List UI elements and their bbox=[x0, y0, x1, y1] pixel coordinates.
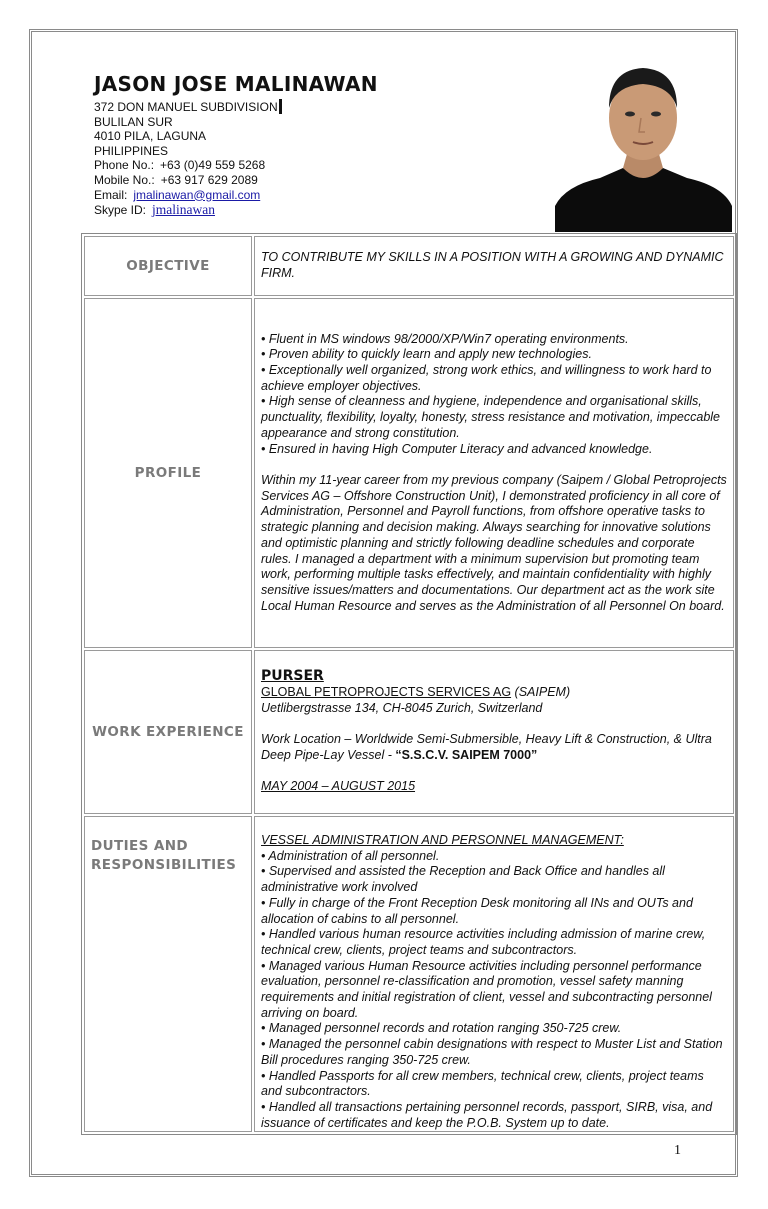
job-title: PURSER bbox=[261, 668, 324, 685]
duty-item: • Handled Passports for all crew members, technical crew, clients, project teams and subcontractors. bbox=[261, 1068, 704, 1099]
company-name: GLOBAL PETROPROJECTS SERVICES AG bbox=[261, 684, 512, 699]
profile-photo bbox=[555, 56, 732, 232]
profile-content bbox=[254, 298, 734, 648]
profile-row bbox=[84, 298, 734, 648]
objective-row bbox=[84, 236, 734, 296]
profile-bullet: • High sense of cleanness and hygiene, independence and organisational skills, punctuality, flexibility, loyalty, honesty, stress resistance and motivation, impeccable appearance and strong constitution. bbox=[261, 394, 721, 440]
duties-heading-line-2: RESPONSIBILITIES bbox=[91, 857, 237, 873]
profile-bullet: • Exceptionally well organized, strong work ethics, and willingness to work hard to achieve employer objectives. bbox=[261, 363, 712, 393]
duty-item: • Managed personnel records and rotation ranging 350-725 crew. bbox=[261, 1021, 622, 1036]
duty-item: • Handled various human resource activities including admission of marine crew, technical crew, clients, project teams and subcontractors. bbox=[261, 927, 706, 957]
company-address: Uetlibergstrasse 134, CH-8045 Zurich, Switzerland bbox=[261, 700, 543, 715]
person-portrait-icon bbox=[555, 56, 732, 232]
duties-heading bbox=[84, 816, 252, 1132]
skype-line bbox=[94, 203, 554, 218]
profile-bullet: • Ensured in having High Computer Literacy and advanced knowledge. bbox=[261, 441, 653, 456]
duty-item: • Administration of all personnel. bbox=[261, 848, 440, 863]
address-line-3: 4010 PILA, LAGUNA bbox=[94, 129, 207, 144]
duty-item: • Handled all transactions pertaining personnel records, passport, SIRB, visa, and issuance of certificates and keep the P.O.B. System up to date. bbox=[261, 1099, 713, 1130]
phone-line bbox=[94, 158, 554, 173]
employment-dates: MAY 2004 – AUGUST 2015 bbox=[261, 779, 416, 794]
address-line-4: PHILIPPINES bbox=[94, 143, 169, 158]
phone-value: +63 (0)49 559 5268 bbox=[160, 158, 266, 173]
duty-item: • Managed the personnel cabin designations with respect to Muster List and Station Bill procedures ranging 350-725 crew. bbox=[261, 1037, 723, 1067]
address-line-2: BULILAN SUR bbox=[94, 114, 173, 129]
duties-row bbox=[84, 816, 734, 1132]
phone-label: Phone No.: bbox=[94, 158, 155, 173]
email-line bbox=[94, 188, 554, 203]
duty-item: • Fully in charge of the Front Reception Desk monitoring all INs and OUTs and allocation of cabins to all personnel. bbox=[261, 895, 693, 926]
profile-summary: Within my 11-year career from my previous company (Saipem / Global Petroprojects Services AG – Offshore Construction Unit), I demonstrated proficiency in all core of Administration, Personnel and Payroll functions, from offshore operative tasks to strategic planning and decision making. Always searching for innovative solutions and optimistic planning and strictly following deadline schedules and corporate rules. I managed a department with a minimum supervision but promoting team work, performing multiple tasks effectively, and maintain confidentiality with highly sensitive issues/matters and documentations. Our department act as the work site Local Human Resource and serves as the Administration of all Personnel On board. bbox=[261, 472, 727, 613]
vessel-name: “S.S.C.V. SAIPEM 7000” bbox=[395, 747, 538, 762]
email-link[interactable]: jmalinawan@gmail.com bbox=[133, 187, 261, 202]
resume-table bbox=[81, 233, 737, 1135]
duties-subheading: VESSEL ADMINISTRATION AND PERSONNEL MANAGEMENT: bbox=[261, 833, 624, 847]
mobile-value: +63 917 629 2089 bbox=[160, 172, 258, 187]
objective-heading: OBJECTIVE bbox=[84, 236, 252, 296]
company-suffix: (SAIPEM) bbox=[511, 684, 571, 699]
duty-item: • Managed various Human Resource activities including personnel performance evaluation, personnel re-classification and promotion, vessel safety manning requirements and initial registration of client, vessel and subcontracting personnel arriving on board. bbox=[261, 958, 712, 1020]
profile-heading: PROFILE bbox=[84, 298, 252, 648]
page-number: 1 bbox=[674, 1143, 681, 1158]
address-line-1: 372 DON MANUEL SUBDIVISION bbox=[94, 100, 278, 114]
duties-heading-line-1: DUTIES AND bbox=[91, 838, 188, 854]
objective-text: TO CONTRIBUTE MY SKILLS IN A POSITION WITH A GROWING AND DYNAMIC FIRM. bbox=[254, 236, 734, 296]
skype-link[interactable]: jmalinawan bbox=[152, 202, 216, 218]
mobile-line bbox=[94, 173, 554, 188]
skype-label: Skype ID: bbox=[94, 203, 147, 218]
work-content bbox=[254, 650, 734, 814]
duty-item: • Supervised and assisted the Reception and Back Office and handles all administrative work involved bbox=[261, 864, 665, 895]
text-cursor bbox=[279, 99, 282, 114]
contact-header bbox=[94, 72, 554, 218]
duties-content bbox=[254, 816, 734, 1132]
profile-bullet: • Fluent in MS windows 98/2000/XP/Win7 operating environments. bbox=[261, 331, 629, 346]
profile-bullet: • Proven ability to quickly learn and apply new technologies. bbox=[261, 347, 592, 362]
mobile-label: Mobile No.: bbox=[94, 172, 155, 187]
applicant-name: JASON JOSE MALINAWAN bbox=[94, 72, 378, 96]
email-label: Email: bbox=[94, 187, 128, 202]
work-experience-heading: WORK EXPERIENCE bbox=[84, 650, 252, 814]
work-location: Work Location – Worldwide Semi-Submersible, Heavy Lift & Construction, & Ultra Deep Pipe-Lay Vessel - bbox=[261, 732, 712, 762]
work-row bbox=[84, 650, 734, 814]
